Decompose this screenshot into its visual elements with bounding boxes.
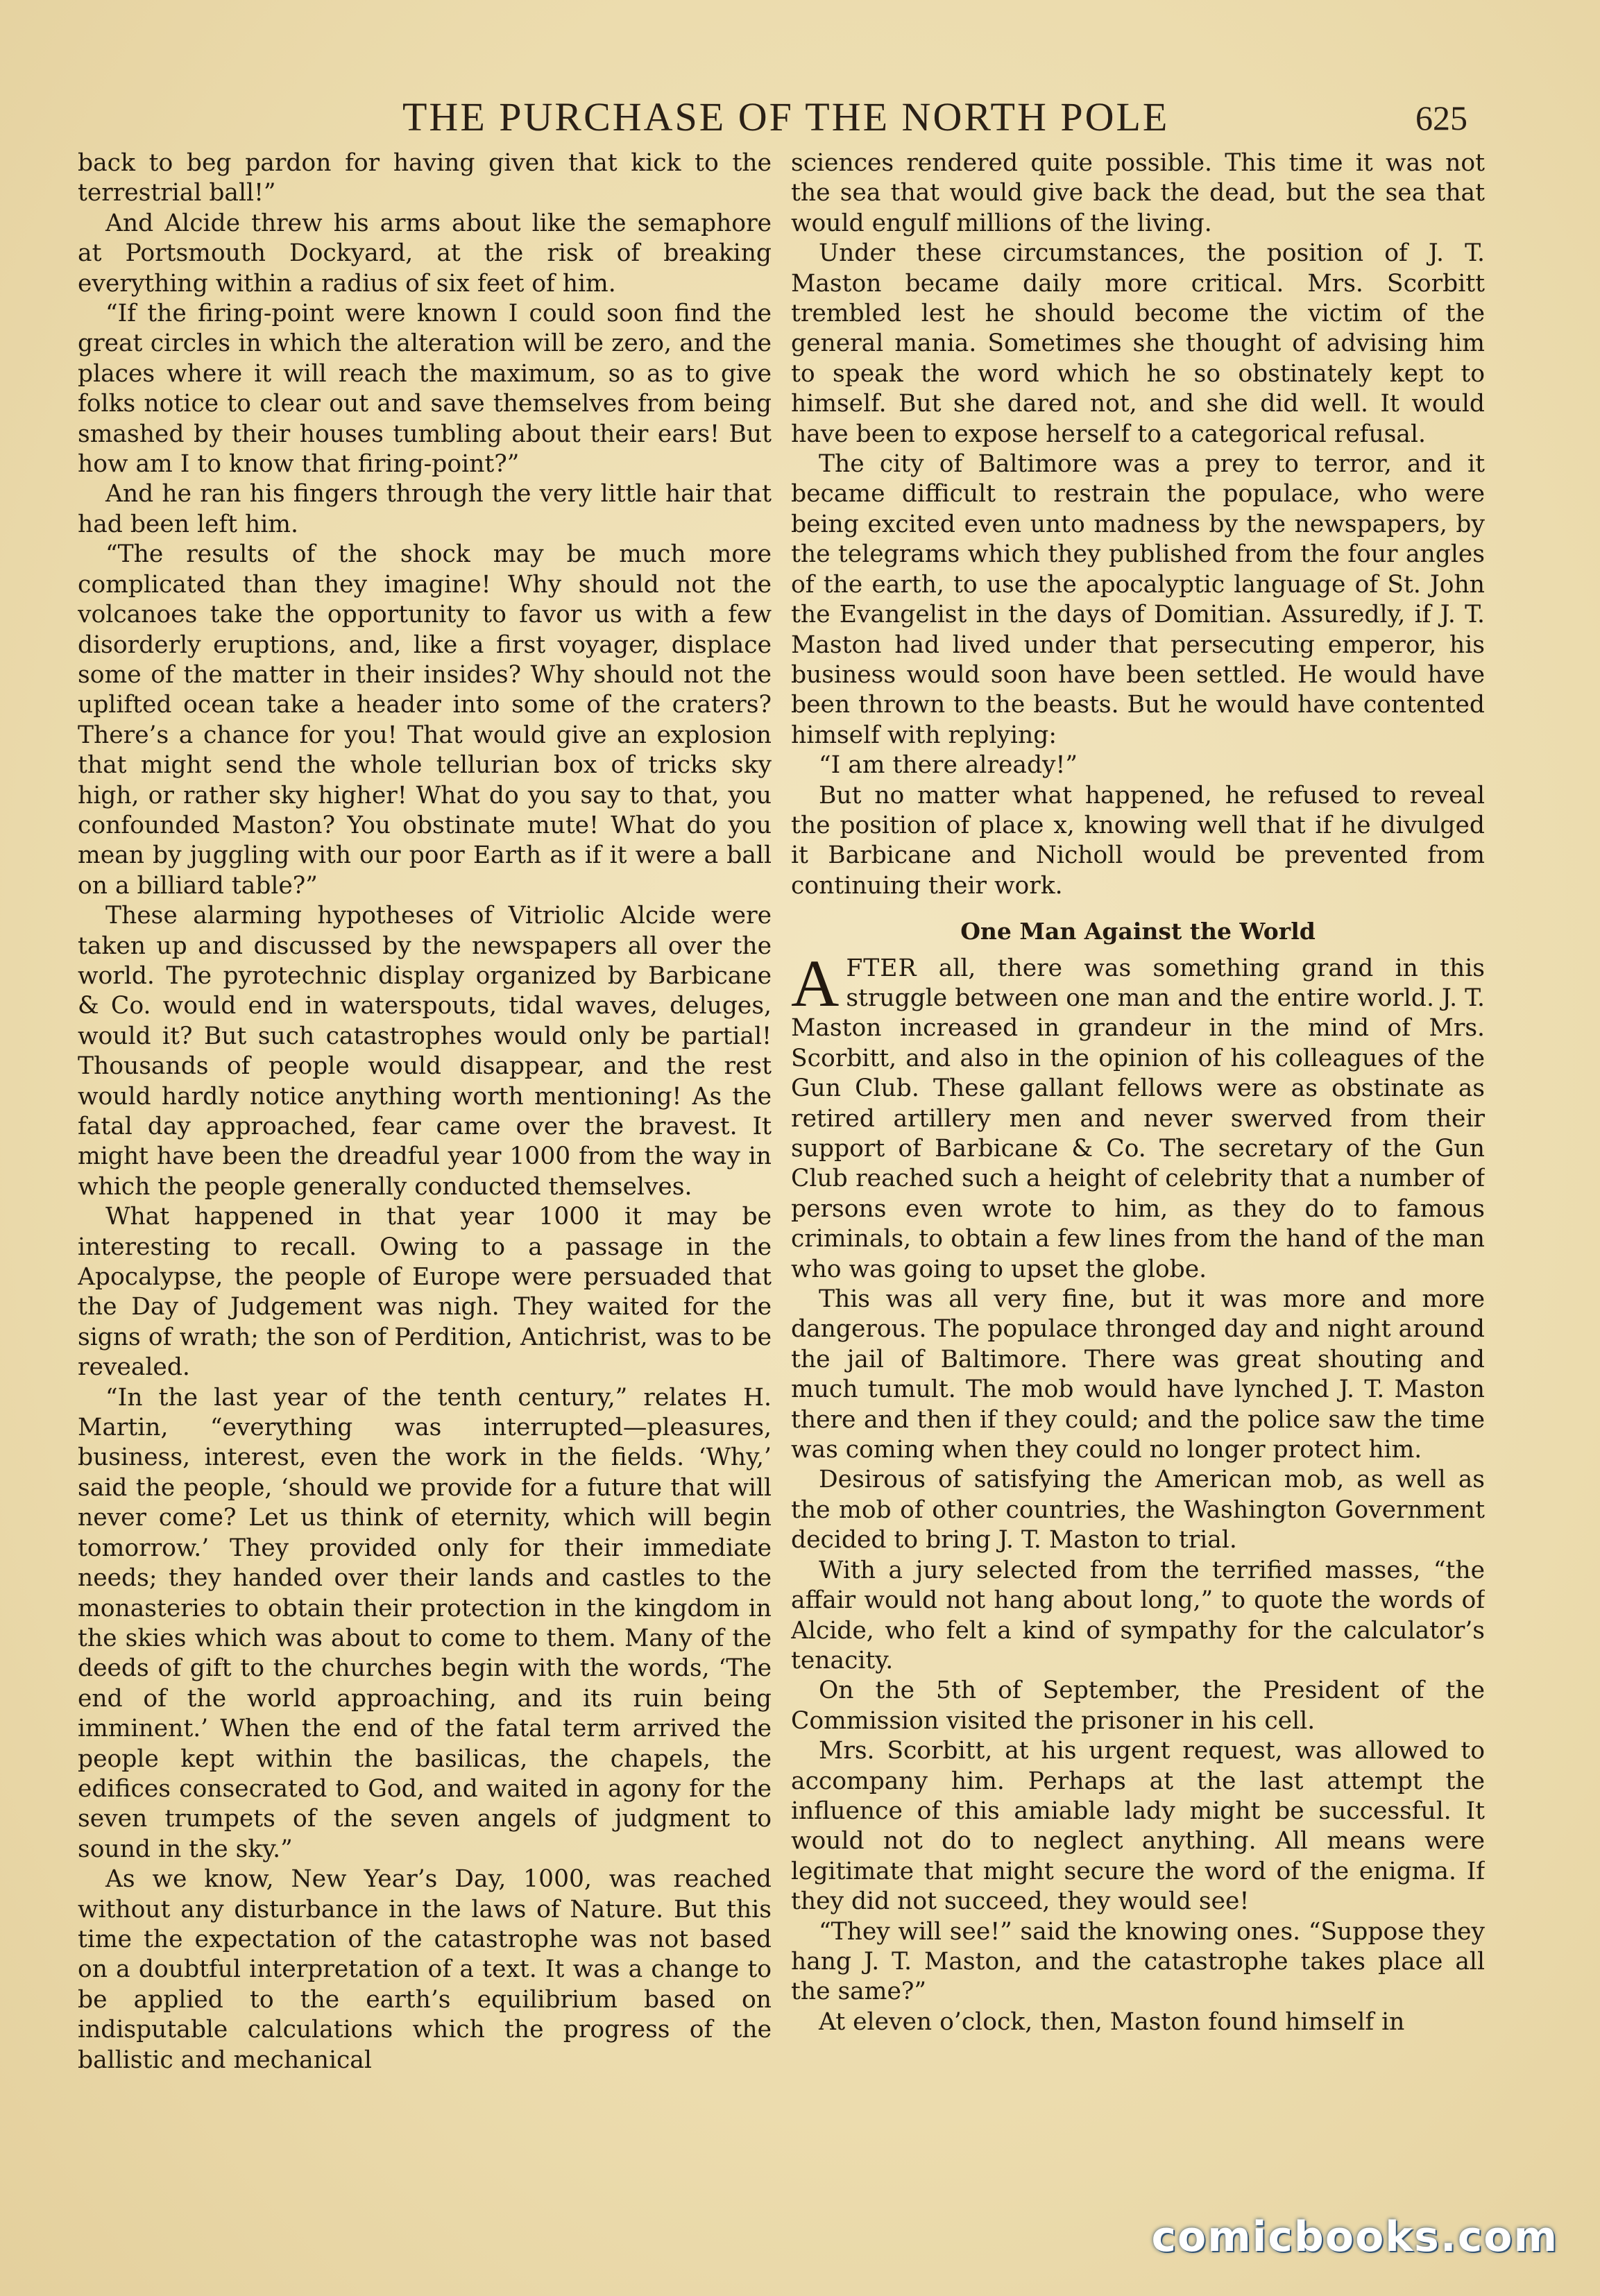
paragraph: “I am there already!” bbox=[819, 751, 1078, 780]
paragraph: The city of Baltimore was a prey to terror, and it became difficult to restrain the populace, who were being excited even unto madness by the newspapers, by the telegrams which they published from the four angles of the earth, to use the apocalyptic language of St. John the Evangelist in the days of Domitian. Assuredly, if J. T. Maston had lived under that persecuting emperor, his business would soon have been settled. He would have been thrown to the beasts. But he would have contented himself with replying: bbox=[791, 450, 1485, 749]
paragraph: With a jury selected from the terrified masses, “the affair would not hang about long,” to quote the words of Alcide, who felt a kind of sympathy for the calculator’s tenacity. bbox=[791, 1556, 1485, 1674]
dropcap-rest: all, there was something grand in this struggle between one man and the entire world. J. T. Maston increased in grandeur in the mind of Mrs. Scorbitt, and also in the opinion of his colleagues of the Gun Club. These gallant fellows were as obstinate as retired artillery men and never swerved from their support of Barbicane & Co. The secretary of the Gun Club reached such a height of celebrity that a number of persons even wrote to him, as they do to famous criminals, to obtain a few lines from the hand of the man who was going to upset the globe. bbox=[791, 954, 1485, 1283]
paragraph: sciences rendered quite possible. This time it was not the sea that would give back the dead, but the sea that would engulf millions of the living. bbox=[791, 149, 1485, 237]
paragraph: “In the last year of the tenth century,” relates H. Martin, “everything was interrupted—pleasures, business, interest, even the work in the fields. ‘Why,’ said the people, ‘should we provide for a future that will never come? Let us think of eternity, which will begin tomorrow.’ They provided only for their immediate needs; they handed over their lands and castles to the monasteries to obtain their protection in the kingdom in the skies which was about to come to them. Many of the deeds of gift to the churches begin with the words, ‘The end of the world approaching, and its ruin being imminent.’ When the end of the fatal term arrived the people kept within the basilicas, the chapels, the edifices consecrated to God, and waited in agony for the seven trumpets of the seven angels of judgment to sound in the sky.” bbox=[78, 1383, 772, 1863]
paragraph: “They will see!” said the knowing ones. “Suppose they hang J. T. Maston, and the catastrophe takes place all the same?” bbox=[791, 1917, 1485, 2006]
paragraph: And he ran his fingers through the very little hair that had been left him. bbox=[78, 480, 772, 538]
right-column bbox=[791, 148, 1485, 2192]
left-column bbox=[78, 148, 772, 2192]
paragraph: And Alcide threw his arms about like the semaphore at Portsmouth Dockyard, at the risk of breaking everything within a radius of six feet of him. bbox=[78, 209, 772, 298]
running-title: THE PURCHASE OF THE NORTH POLE bbox=[402, 94, 1170, 139]
paragraph: This was all very fine, but it was more and more dangerous. The populace thronged day and night around the jail of Baltimore. There was great shouting and much tumult. The mob would have lynched J. T. Maston there and then if they could; and the police saw the time was coming when they could no longer protect him. bbox=[791, 1285, 1485, 1464]
dropcap-smallcaps: FTER bbox=[846, 954, 917, 982]
page-number: 625 bbox=[1415, 98, 1467, 137]
dropcap-letter: A bbox=[791, 945, 840, 1020]
paragraph: What happened in that year 1000 it may be interesting to recall. Owing to a passage in the Apocalypse, the people of Europe were persuaded that the Day of Judgement was nigh. They waited for the signs of wrath; the son of Perdition, Antichrist, was to be revealed. bbox=[78, 1203, 772, 1382]
paragraph: Desirous of satisfying the American mob, as well as the mob of other countries, the Washington Government decided to bring J. T. Maston to trial. bbox=[791, 1466, 1485, 1554]
section-heading: One Man Against the World bbox=[960, 918, 1316, 945]
paragraph: But no matter what happened, he refused to reveal the position of place x, knowing well that if he divulged it Barbicane and Nicholl would be prevented from continuing their work. bbox=[791, 781, 1485, 900]
paragraph: On the 5th of September, the President of the Commission visited the prisoner in his cell. bbox=[791, 1677, 1485, 1735]
paragraph: At eleven o’clock, then, Maston found himself in bbox=[819, 2007, 1405, 2036]
paragraph: These alarming hypotheses of Vitriolic Alcide were taken up and discussed by the newspapers all over the world. The pyrotechnic display organized by Barbicane & Co. would end in waterspouts, tidal waves, deluges, would it? But such catastrophes would only be partial! Thousands of people would disappear, and the rest would hardly notice anything worth mentioning! As the fatal day approached, fear came over the bravest. It might have been the dreadful year 1000 from the way in which the people generally conducted themselves. bbox=[78, 902, 772, 1201]
paragraph-with-dropcap bbox=[791, 945, 1485, 1285]
paragraph: “If the firing-point were known I could soon find the great circles in which the alteration will be zero, and the places where it will reach the maximum, so as to give folks notice to clear out and save themselves from being smashed by their houses tumbling about their ears! But how am I to know that firing-point?” bbox=[78, 300, 772, 479]
page-header bbox=[0, 94, 1600, 149]
paragraph: As we know, New Year’s Day, 1000, was reached without any disturbance in the laws of Nature. But this time the expectation of the catastrophe was not based on a doubtful interpretation of a text. It was a change to be applied to the earth’s equilibrium based on indisputable calculations which the progress of the ballistic and mechanical bbox=[78, 1865, 772, 2074]
paragraph: Under these circumstances, the position of J. T. Maston became daily more critical. Mrs. Scorbitt trembled lest he should become the victim of the general mania. Sometimes she thought of advising him to speak the word which he so obstinately kept to himself. But she dared not, and she did well. It would have been to expose herself to a categorical refusal. bbox=[791, 239, 1485, 448]
paragraph: “The results of the shock may be much more complicated than they imagine! Why should not the volcanoes take the opportunity to favor us with a few disorderly eruptions, and, like a first voyager, displace some of the matter in their insides? Why should not the uplifted ocean take a header into some of the craters? There’s a chance for you! That would give an explosion that might send the whole tellurian box of tricks sky high, or rather sky higher! What do you say to that, you confounded Maston? You obstinate mute! What do you mean by juggling with our poor Earth as if it were a ball on a billiard table?” bbox=[78, 540, 772, 900]
paragraph: back to beg pardon for having given that kick to the terrestrial ball!” bbox=[78, 149, 772, 207]
paragraph: Mrs. Scorbitt, at his urgent request, was allowed to accompany him. Perhaps at the last attempt the influence of this amiable lady might be successful. It would not do to neglect anything. All means were legitimate that might secure the word of the enigma. If they did not succeed, they would see! bbox=[791, 1737, 1485, 1916]
watermark: comicbooks.com bbox=[1151, 2213, 1558, 2261]
